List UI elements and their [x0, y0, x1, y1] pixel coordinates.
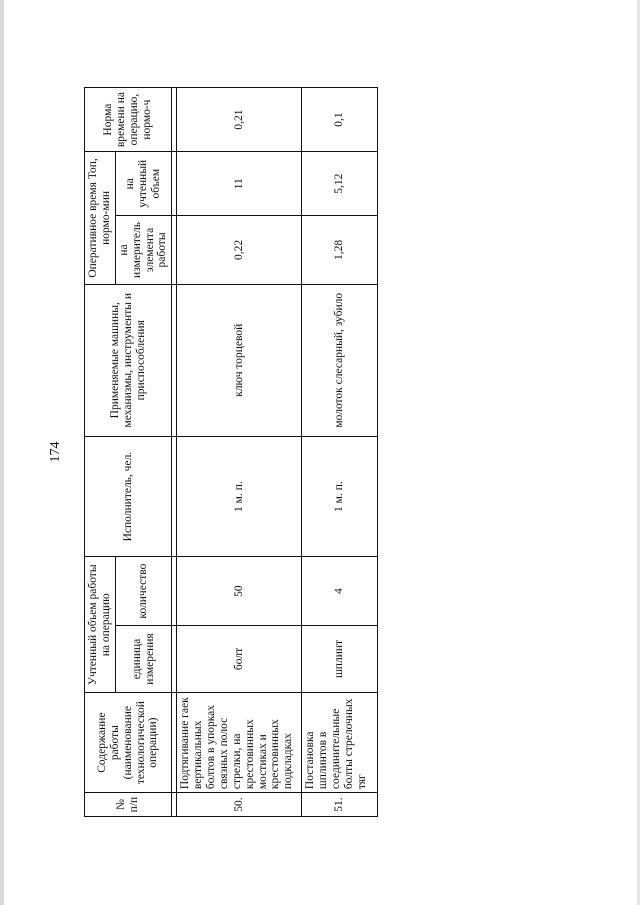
page-number: 174	[48, 441, 63, 463]
operations-table	[84, 87, 378, 817]
row-per-volume: 5,12	[302, 152, 378, 216]
row-norm: 0,1	[302, 88, 378, 152]
header-optime-group: Оперативное время Топ, нормо-мин	[85, 152, 116, 285]
row-quantity: 4	[302, 557, 378, 625]
row-performer: 1 м. п.	[177, 436, 302, 557]
header-content: Содержание работы (наименование технологической операции)	[85, 693, 172, 793]
header-norm: Норма времени на операцию, нормо-ч	[85, 88, 172, 152]
header-per-volume: на учтенный объем	[115, 152, 172, 216]
header-tools: Применяемые машины, механизмы, инструменты и приспособления	[85, 284, 172, 436]
row-num: 51.	[302, 793, 378, 817]
header-per-meter: на измеритель элемента работы	[115, 216, 172, 284]
header-quantity: количество	[115, 557, 172, 625]
row-num: 50.	[177, 793, 302, 817]
scan-edge-left	[0, 0, 4, 905]
row-content: Постановка шплинтов в соединительные болты стрелочных тяг	[302, 693, 378, 793]
row-tools: молоток слесарный, зубило	[302, 284, 378, 436]
header-row-1	[85, 88, 116, 817]
header-performer: Исполнитель, чел.	[85, 436, 172, 557]
row-unit: болт	[177, 625, 302, 692]
row-per-meter: 0,22	[177, 216, 302, 284]
row-norm: 0,21	[177, 88, 302, 152]
header-unit: единица измерения	[115, 625, 172, 692]
table-row	[302, 88, 378, 817]
table-row	[177, 88, 302, 817]
rotated-table-container	[84, 87, 368, 817]
row-per-volume: 11	[177, 152, 302, 216]
row-unit: шплинт	[302, 625, 378, 692]
row-tools: ключ торцевой	[177, 284, 302, 436]
row-performer: 1 м. п.	[302, 436, 378, 557]
row-quantity: 50	[177, 557, 302, 625]
header-num: № п/п	[85, 793, 172, 817]
row-content: Подтягивание гаек вертикальных болтов в упорках связных полос стрелки, на крестовинных мостиках и крестовинных подкладках	[177, 693, 302, 793]
row-per-meter: 1,28	[302, 216, 378, 284]
header-volume-group: Учтенный объем работы на операцию	[85, 557, 116, 693]
